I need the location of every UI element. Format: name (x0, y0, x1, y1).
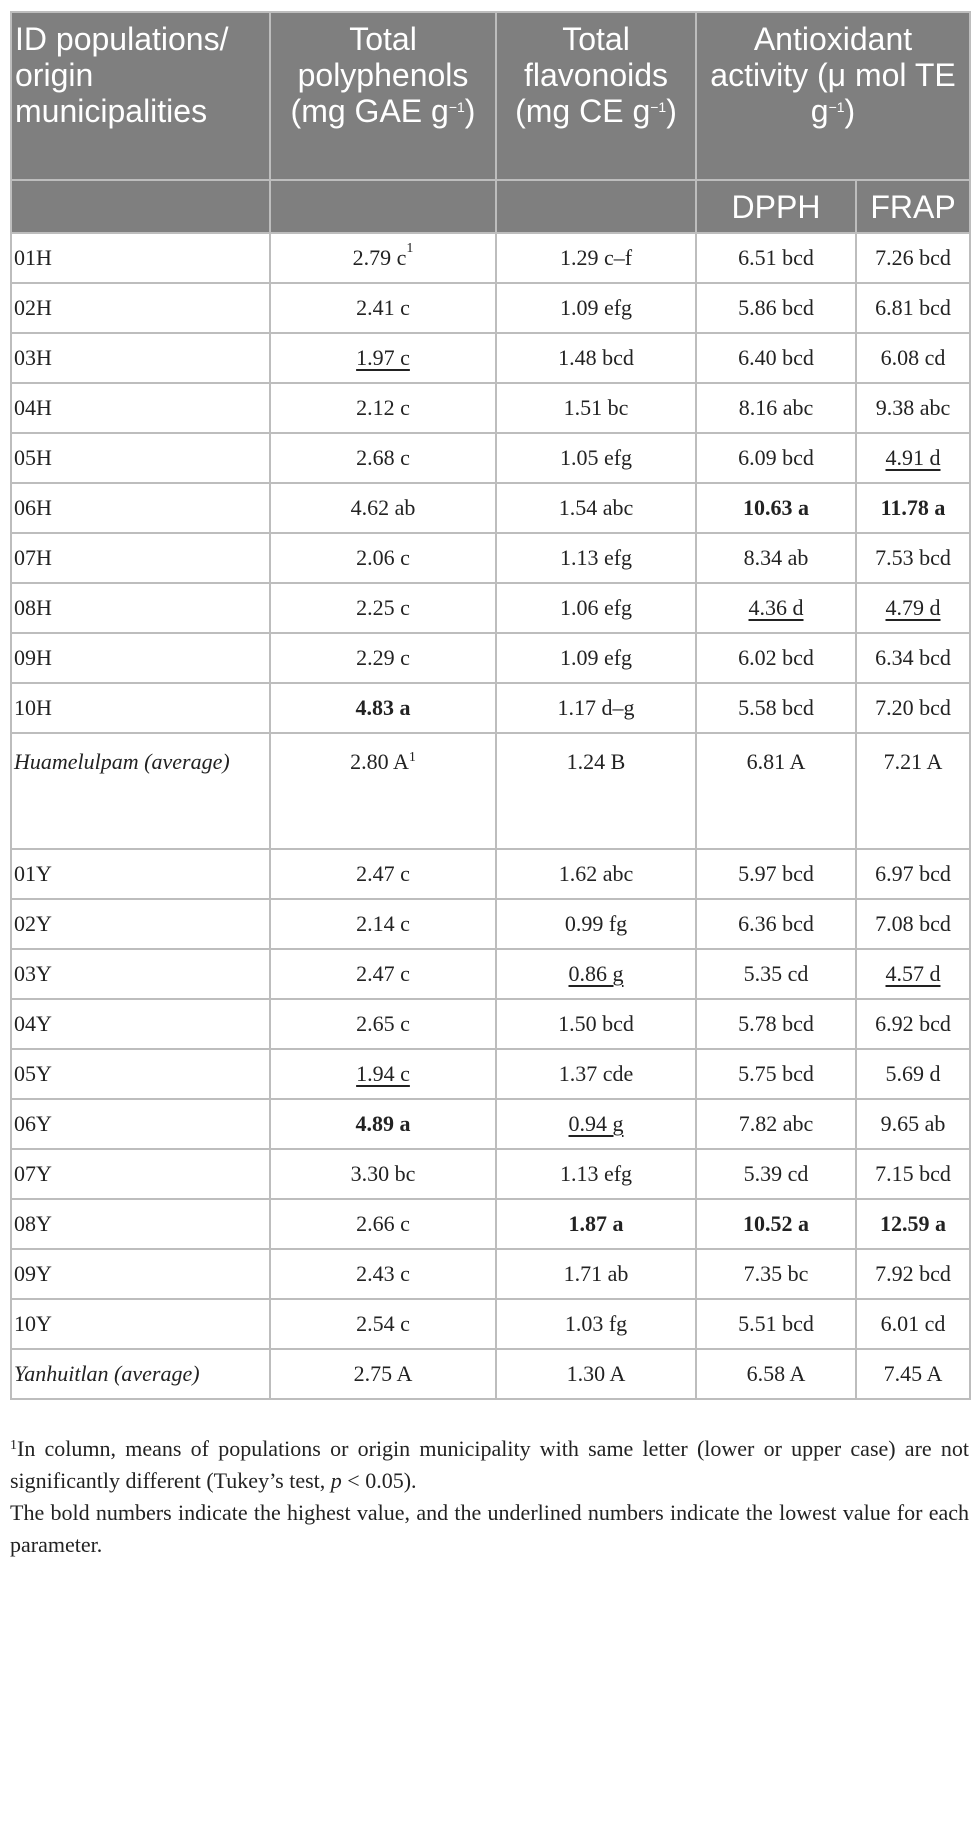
lowest-value: 4.57 d (885, 961, 941, 986)
cell-polyphenols: 2.54 c (270, 1299, 496, 1349)
cell-polyphenols (270, 1099, 496, 1149)
cell-frap (856, 583, 970, 633)
cell-polyphenols: 2.14 c (270, 899, 496, 949)
cell-polyphenols: 2.79 $c^1$ (270, 233, 496, 283)
cell-flavonoids: 1.09 efg (496, 633, 696, 683)
lowest-value: 4.36 d (748, 595, 804, 620)
cell-polyphenols: 2.43 c (270, 1249, 496, 1299)
table-row (11, 1049, 970, 1099)
cell-id: 08H (11, 583, 270, 633)
cell-dpph: 5.39 cd (696, 1149, 856, 1199)
highest-value: 12.59 a (880, 1211, 946, 1236)
cell-dpph: 6.36 bcd (696, 899, 856, 949)
cell-dpph: 5.58 bcd (696, 683, 856, 733)
table-row (11, 1249, 970, 1299)
lowest-value: 0.94 g (568, 1111, 624, 1136)
cell-dpph: 6.58 A (696, 1349, 856, 1399)
cell-flavonoids: 0.99 fg (496, 899, 696, 949)
table-row (11, 383, 970, 433)
table-row (11, 1299, 970, 1349)
table-row (11, 483, 970, 533)
table-row (11, 633, 970, 683)
header-flavonoids: Total flavonoids (mg CE $g^{-1}$) (496, 12, 696, 180)
subheader-empty-id (11, 180, 270, 233)
cell-flavonoids: 1.05 efg (496, 433, 696, 483)
table-row (11, 583, 970, 633)
table-row (11, 333, 970, 383)
average-row (11, 733, 970, 849)
cell-flavonoids: 1.13 efg (496, 533, 696, 583)
cell-dpph: 6.02 bcd (696, 633, 856, 683)
highest-value: 4.89 a (355, 1111, 411, 1136)
cell-polyphenols: 4.62 ab (270, 483, 496, 533)
cell-frap: 9.65 ab (856, 1099, 970, 1149)
cell-frap: 5.69 d (856, 1049, 970, 1099)
highest-value: 10.52 a (743, 1211, 809, 1236)
table-row (11, 683, 970, 733)
cell-dpph (696, 1199, 856, 1249)
cell-id: 09Y (11, 1249, 270, 1299)
cell-frap (856, 1199, 970, 1249)
cell-flavonoids: 1.24 B (496, 733, 696, 849)
cell-polyphenols: 2.66 c (270, 1199, 496, 1249)
cell-polyphenols: 2.75 A (270, 1349, 496, 1399)
cell-dpph (696, 583, 856, 633)
table-row (11, 849, 970, 899)
cell-frap: 6.97 bcd (856, 849, 970, 899)
cell-id: 08Y (11, 1199, 270, 1249)
cell-flavonoids: 1.17 d–g (496, 683, 696, 733)
table-row (11, 433, 970, 483)
highest-value: 11.78 a (880, 495, 946, 520)
cell-flavonoids: 1.03 fg (496, 1299, 696, 1349)
average-row (11, 1349, 970, 1399)
cell-frap: 7.92 bcd (856, 1249, 970, 1299)
lowest-value: 1.94 c (356, 1061, 410, 1086)
cell-polyphenols (270, 683, 496, 733)
cell-frap (856, 483, 970, 533)
table-container (10, 11, 969, 1400)
lowest-value: 1.97 c (356, 345, 410, 370)
cell-polyphenols: 2.47 c (270, 849, 496, 899)
cell-polyphenols: 2.41 c (270, 283, 496, 333)
cell-frap: 9.38 abc (856, 383, 970, 433)
subheader-empty-polyphenols (270, 180, 496, 233)
cell-polyphenols: 2.80 $A^1$ (270, 733, 496, 849)
cell-flavonoids (496, 1099, 696, 1149)
cell-id: 02H (11, 283, 270, 333)
cell-polyphenols: 2.68 c (270, 433, 496, 483)
cell-polyphenols: 2.12 c (270, 383, 496, 433)
cell-dpph: 7.82 abc (696, 1099, 856, 1149)
cell-id: Yanhuitlan (average) (11, 1349, 270, 1399)
cell-id: 05H (11, 433, 270, 483)
cell-flavonoids: 1.50 bcd (496, 999, 696, 1049)
highest-value: 4.83 a (355, 695, 411, 720)
header-antioxidant: Antioxidant activity (μ mol TE $g^{-1}$) (696, 12, 970, 180)
cell-polyphenols (270, 333, 496, 383)
cell-flavonoids: 1.30 A (496, 1349, 696, 1399)
cell-frap: 6.81 bcd (856, 283, 970, 333)
cell-id: 09H (11, 633, 270, 683)
table-row (11, 533, 970, 583)
cell-polyphenols: 3.30 bc (270, 1149, 496, 1199)
cell-flavonoids (496, 1199, 696, 1249)
cell-polyphenols: 2.65 c (270, 999, 496, 1049)
cell-id: 03H (11, 333, 270, 383)
cell-flavonoids: 1.06 efg (496, 583, 696, 633)
lowest-value: 4.79 d (885, 595, 941, 620)
cell-dpph: 5.75 bcd (696, 1049, 856, 1099)
cell-dpph: 6.40 bcd (696, 333, 856, 383)
cell-id: 03Y (11, 949, 270, 999)
cell-dpph: 6.09 bcd (696, 433, 856, 483)
cell-dpph (696, 483, 856, 533)
header-polyphenols: Total polyphenols (mg GAE $g^{-1}$) (270, 12, 496, 180)
cell-frap: 7.26 bcd (856, 233, 970, 283)
table-footnotes (10, 1433, 969, 1561)
table-row (11, 1199, 970, 1249)
cell-id: 04H (11, 383, 270, 433)
table-row (11, 999, 970, 1049)
cell-id: 10H (11, 683, 270, 733)
cell-flavonoids (496, 949, 696, 999)
cell-flavonoids: 1.54 abc (496, 483, 696, 533)
highest-value: 1.87 a (568, 1211, 624, 1236)
table-row (11, 283, 970, 333)
cell-dpph: 8.16 abc (696, 383, 856, 433)
cell-frap: 7.08 bcd (856, 899, 970, 949)
cell-polyphenols (270, 1049, 496, 1099)
cell-polyphenols: 2.47 c (270, 949, 496, 999)
cell-dpph: 6.51 bcd (696, 233, 856, 283)
cell-flavonoids: 1.09 efg (496, 283, 696, 333)
cell-frap: 6.01 cd (856, 1299, 970, 1349)
cell-flavonoids: 1.71 ab (496, 1249, 696, 1299)
header-dpph: DPPH (696, 180, 856, 233)
cell-dpph: 5.86 bcd (696, 283, 856, 333)
cell-dpph: 5.97 bcd (696, 849, 856, 899)
cell-id: 06H (11, 483, 270, 533)
header-frap: FRAP (856, 180, 970, 233)
cell-polyphenols: 2.06 c (270, 533, 496, 583)
cell-id: 01H (11, 233, 270, 283)
cell-frap: 7.53 bcd (856, 533, 970, 583)
cell-frap: 7.20 bcd (856, 683, 970, 733)
cell-id: 07Y (11, 1149, 270, 1199)
cell-id: Huamelulpam (average) (11, 733, 270, 849)
table-row (11, 949, 970, 999)
cell-id: 04Y (11, 999, 270, 1049)
subheader-row (11, 180, 970, 233)
header-id: ID populations/ origin municipalities (11, 12, 270, 180)
cell-flavonoids: 1.37 cde (496, 1049, 696, 1099)
table-row (11, 899, 970, 949)
cell-id: 10Y (11, 1299, 270, 1349)
footnote-1: $^1$In column, means of populations or origin municipality with same letter (lower or upper case) are not significantly different (Tukey’s test, p < 0.05). (10, 1436, 969, 1493)
cell-flavonoids: 1.29 c–f (496, 233, 696, 283)
cell-frap: 6.34 bcd (856, 633, 970, 683)
cell-dpph: 5.51 bcd (696, 1299, 856, 1349)
cell-flavonoids: 1.51 bc (496, 383, 696, 433)
cell-frap: 7.45 A (856, 1349, 970, 1399)
table-row (11, 233, 970, 283)
cell-id: 07H (11, 533, 270, 583)
cell-dpph: 5.35 cd (696, 949, 856, 999)
cell-id: 01Y (11, 849, 270, 899)
cell-id: 02Y (11, 899, 270, 949)
cell-dpph: 6.81 A (696, 733, 856, 849)
subheader-empty-flavonoids (496, 180, 696, 233)
cell-dpph: 7.35 bc (696, 1249, 856, 1299)
cell-flavonoids: 1.13 efg (496, 1149, 696, 1199)
cell-frap: 7.21 A (856, 733, 970, 849)
cell-id: 06Y (11, 1099, 270, 1149)
cell-frap: 6.08 cd (856, 333, 970, 383)
table-row (11, 1149, 970, 1199)
header-row (11, 12, 970, 180)
cell-frap (856, 433, 970, 483)
cell-dpph: 8.34 ab (696, 533, 856, 583)
cell-frap: 7.15 bcd (856, 1149, 970, 1199)
cell-polyphenols: 2.29 c (270, 633, 496, 683)
lowest-value: 4.91 d (885, 445, 941, 470)
cell-frap: 6.92 bcd (856, 999, 970, 1049)
cell-frap (856, 949, 970, 999)
lowest-value: 0.86 g (568, 961, 624, 986)
cell-flavonoids: 1.62 abc (496, 849, 696, 899)
data-table (10, 11, 971, 1400)
cell-id: 05Y (11, 1049, 270, 1099)
table-row (11, 1099, 970, 1149)
cell-polyphenols: 2.25 c (270, 583, 496, 633)
cell-flavonoids: 1.48 bcd (496, 333, 696, 383)
cell-dpph: 5.78 bcd (696, 999, 856, 1049)
footnote-2: The bold numbers indicate the highest value, and the underlined numbers indicate the lowest value for each parameter. (10, 1500, 969, 1557)
highest-value: 10.63 a (743, 495, 809, 520)
